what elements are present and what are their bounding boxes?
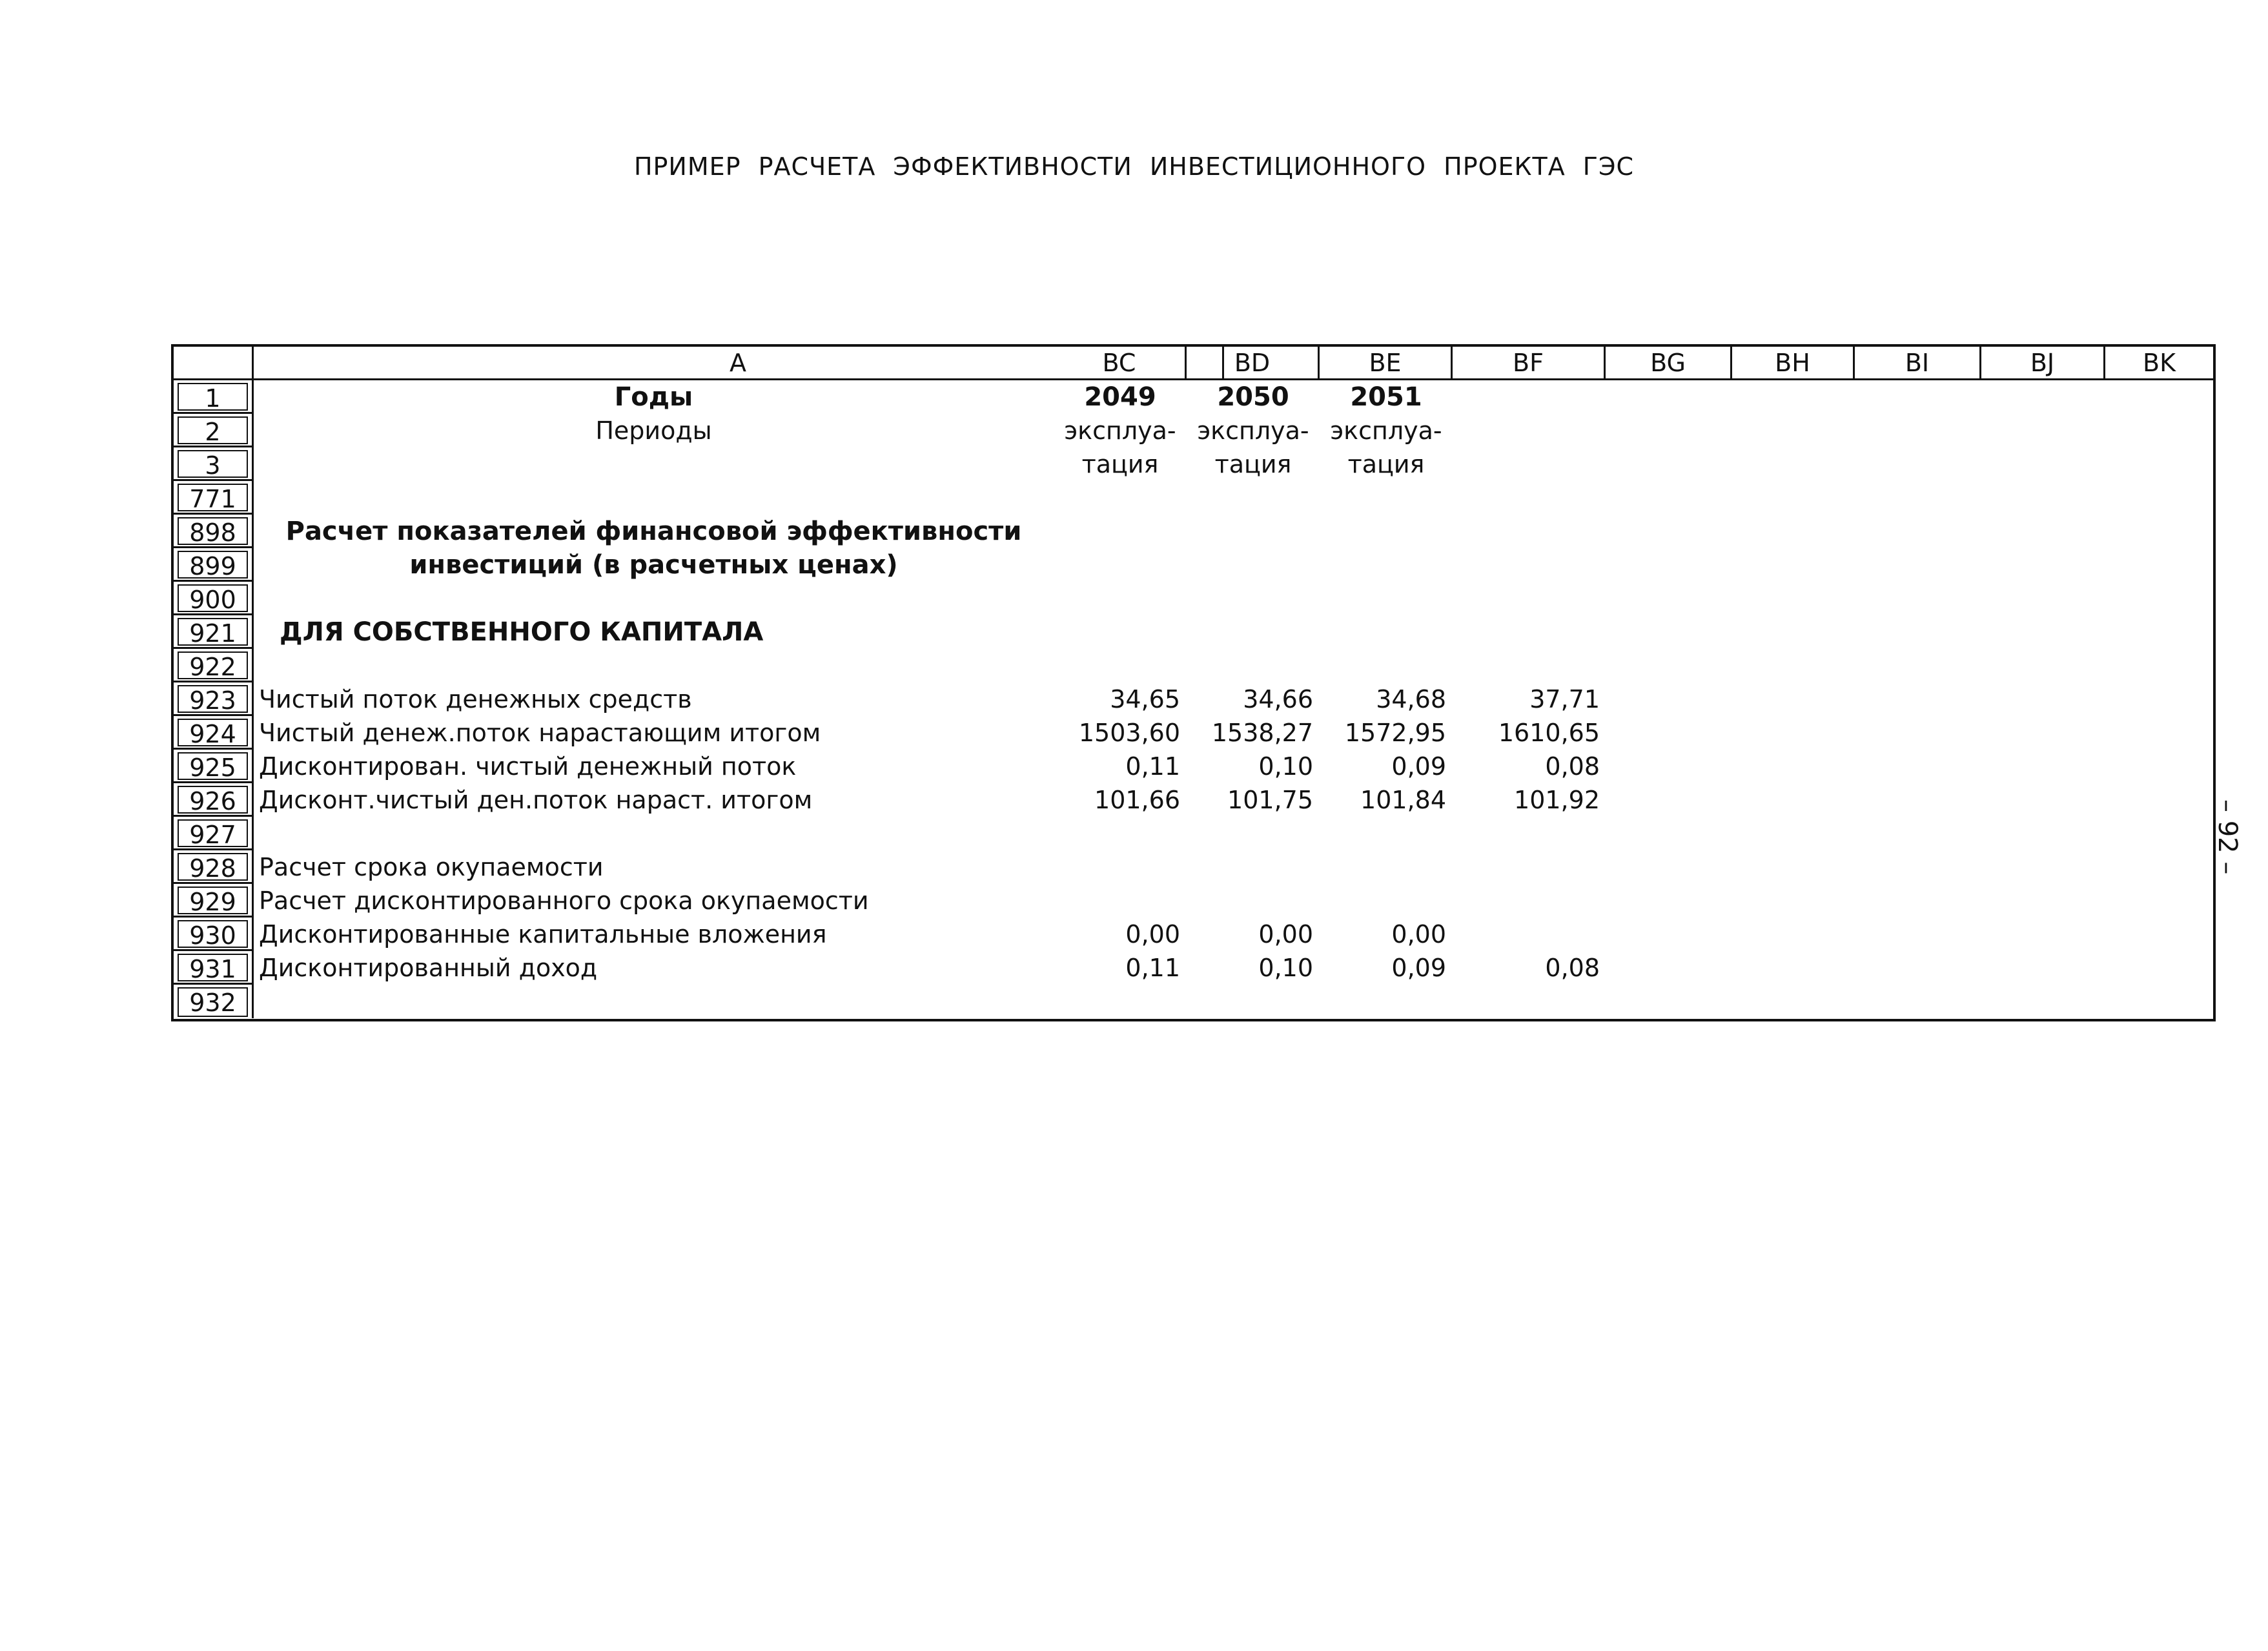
row-header[interactable]: 1 xyxy=(174,380,254,414)
column-header-bc[interactable]: BC xyxy=(1054,347,1187,380)
value-be: 0,09 xyxy=(1391,752,1446,781)
row-label: Дисконтированные капитальные вложения xyxy=(259,920,827,949)
row-header[interactable]: 926 xyxy=(174,783,254,817)
value-bd: 1538,27 xyxy=(1211,719,1313,747)
years-label: Годы xyxy=(614,382,693,412)
page-title: ПРИМЕР РАСЧЕТА ЭФФЕКТИВНОСТИ ИНВЕСТИЦИОННОГО ПРОЕКТА ГЭС xyxy=(633,152,1635,181)
period-line2: тация xyxy=(1347,450,1425,478)
row-label: Расчет дисконтированного срока окупаемости xyxy=(259,887,869,915)
row-header[interactable]: 900 xyxy=(174,582,254,615)
row-header[interactable]: 928 xyxy=(174,850,254,884)
value-be: 0,00 xyxy=(1391,920,1446,949)
row-header[interactable]: 925 xyxy=(174,750,254,783)
period-line1: эксплуа- xyxy=(1064,416,1176,445)
value-be: 34,68 xyxy=(1376,685,1446,713)
row-header[interactable]: 2 xyxy=(174,414,254,447)
year-2049: 2049 xyxy=(1084,382,1156,412)
year-2050: 2050 xyxy=(1217,382,1289,412)
row-header[interactable]: 923 xyxy=(174,682,254,716)
row-label: Дисконтированный доход xyxy=(259,954,598,982)
column-header-be[interactable]: BE xyxy=(1320,347,1453,380)
value-be: 1572,95 xyxy=(1344,719,1446,747)
row-header[interactable]: 929 xyxy=(174,884,254,918)
column-header-bd[interactable]: BD xyxy=(1187,347,1320,380)
row-label: Чистый денеж.поток нарастающим итогом xyxy=(259,719,821,747)
value-bc: 0,11 xyxy=(1125,752,1180,781)
section-title-line1: Расчет показателей финансовой эффективности xyxy=(285,517,1022,546)
section-subtitle: ДЛЯ СОБСТВЕННОГО КАПИТАЛА xyxy=(280,617,764,647)
row-header[interactable]: 922 xyxy=(174,649,254,682)
spreadsheet xyxy=(171,344,2216,1021)
value-bd: 101,75 xyxy=(1227,786,1313,814)
column-header-bf[interactable]: BF xyxy=(1453,347,1606,380)
row-label: Дисконт.чистый ден.поток нараст. итогом xyxy=(259,786,813,814)
row-header[interactable]: 924 xyxy=(174,716,254,750)
period-line1: эксплуа- xyxy=(1197,416,1309,445)
column-header-bh[interactable]: BH xyxy=(1732,347,1855,380)
value-be: 101,84 xyxy=(1360,786,1446,814)
corner-cell[interactable] xyxy=(174,347,254,380)
value-bc: 1503,60 xyxy=(1078,719,1180,747)
value-bf: 37,71 xyxy=(1529,685,1600,713)
column-header-bi[interactable]: BI xyxy=(1855,347,1981,380)
value-bd: 34,66 xyxy=(1243,685,1313,713)
row-header[interactable]: 771 xyxy=(174,481,254,515)
value-be: 0,09 xyxy=(1391,954,1446,982)
page-number: – 92 – xyxy=(2212,799,2242,875)
row-header[interactable]: 927 xyxy=(174,817,254,850)
row-header[interactable]: 930 xyxy=(174,918,254,951)
column-header-bj[interactable]: BJ xyxy=(1981,347,2105,380)
period-line2: тация xyxy=(1214,450,1292,478)
column-header-a[interactable]: A xyxy=(254,347,1224,380)
row-header[interactable]: 899 xyxy=(174,548,254,582)
row-label: Расчет срока окупаемости xyxy=(259,853,604,881)
value-bf: 101,92 xyxy=(1514,786,1600,814)
value-bf: 1610,65 xyxy=(1498,719,1600,747)
value-bc: 101,66 xyxy=(1094,786,1180,814)
column-header-bg[interactable]: BG xyxy=(1606,347,1732,380)
value-bc: 0,00 xyxy=(1125,920,1180,949)
row-header[interactable]: 898 xyxy=(174,515,254,548)
period-line2: тация xyxy=(1081,450,1159,478)
row-header[interactable]: 3 xyxy=(174,447,254,481)
periods-label: Периоды xyxy=(595,416,712,445)
row-header[interactable]: 932 xyxy=(174,985,254,1018)
row-header[interactable]: 931 xyxy=(174,951,254,985)
value-bd: 0,10 xyxy=(1258,954,1313,982)
row-header[interactable]: 921 xyxy=(174,615,254,649)
period-line1: эксплуа- xyxy=(1330,416,1442,445)
value-bf: 0,08 xyxy=(1545,954,1600,982)
section-title-line2: инвестиций (в расчетных ценах) xyxy=(409,550,898,580)
row-label: Чистый поток денежных средств xyxy=(259,685,692,713)
year-2051: 2051 xyxy=(1350,382,1422,412)
value-bc: 0,11 xyxy=(1125,954,1180,982)
value-bf: 0,08 xyxy=(1545,752,1600,781)
column-header-bk[interactable]: BK xyxy=(2105,347,2213,380)
value-bd: 0,10 xyxy=(1258,752,1313,781)
value-bd: 0,00 xyxy=(1258,920,1313,949)
value-bc: 34,65 xyxy=(1110,685,1180,713)
row-label: Дисконтирован. чистый денежный поток xyxy=(259,752,797,781)
